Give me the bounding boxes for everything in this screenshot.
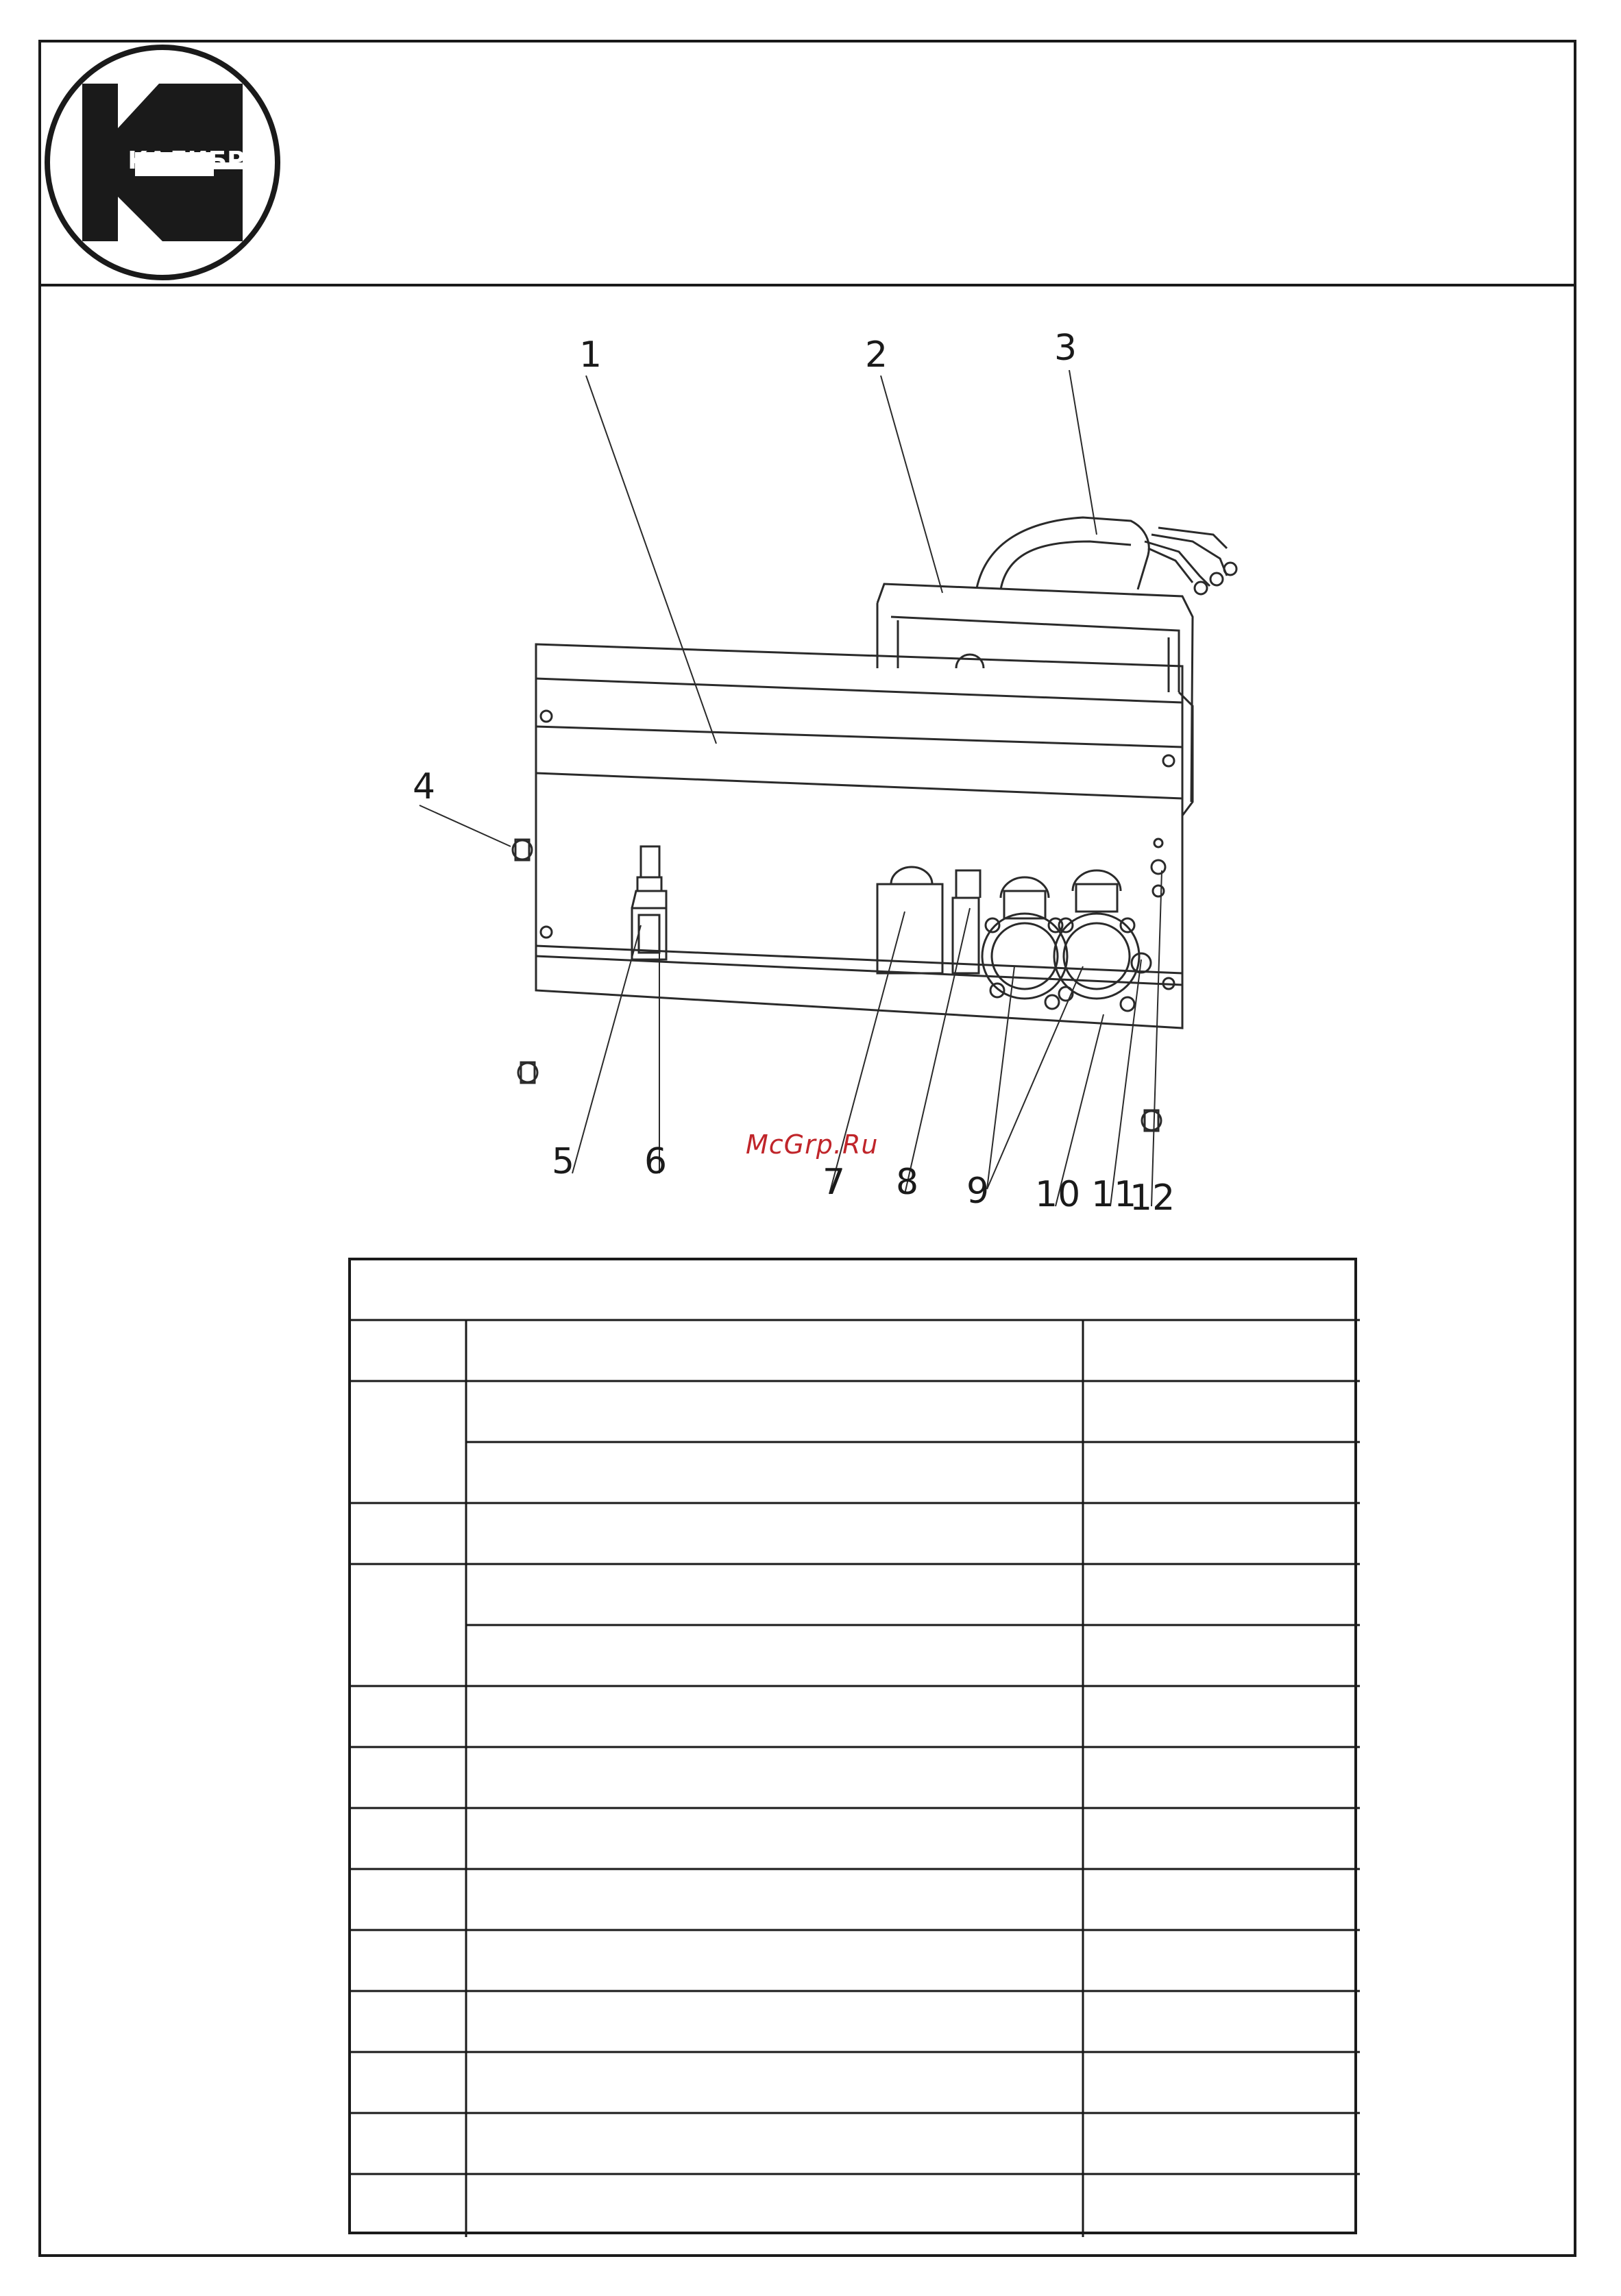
callout-8: 8	[896, 1162, 919, 1203]
callout-2: 2	[865, 334, 888, 376]
callout-1: 1	[579, 334, 602, 376]
callout-3: 3	[1054, 328, 1077, 369]
callout-6: 6	[644, 1141, 668, 1182]
callout-7: 7	[822, 1162, 846, 1203]
parts-table	[348, 1258, 1357, 2234]
logo-text: КАЛИБР	[127, 147, 245, 175]
brand-logo	[42, 42, 282, 282]
callout-5: 5	[552, 1141, 575, 1182]
callout-10: 10	[1035, 1174, 1081, 1215]
watermark: McGrp.Ru	[746, 1129, 879, 1160]
callout-9: 9	[966, 1171, 990, 1212]
parts-table-grid	[351, 1260, 1360, 2237]
callout-12: 12	[1130, 1177, 1175, 1219]
header-divider	[38, 284, 1576, 286]
callout-4: 4	[413, 766, 436, 807]
callout-11: 11	[1091, 1174, 1137, 1215]
